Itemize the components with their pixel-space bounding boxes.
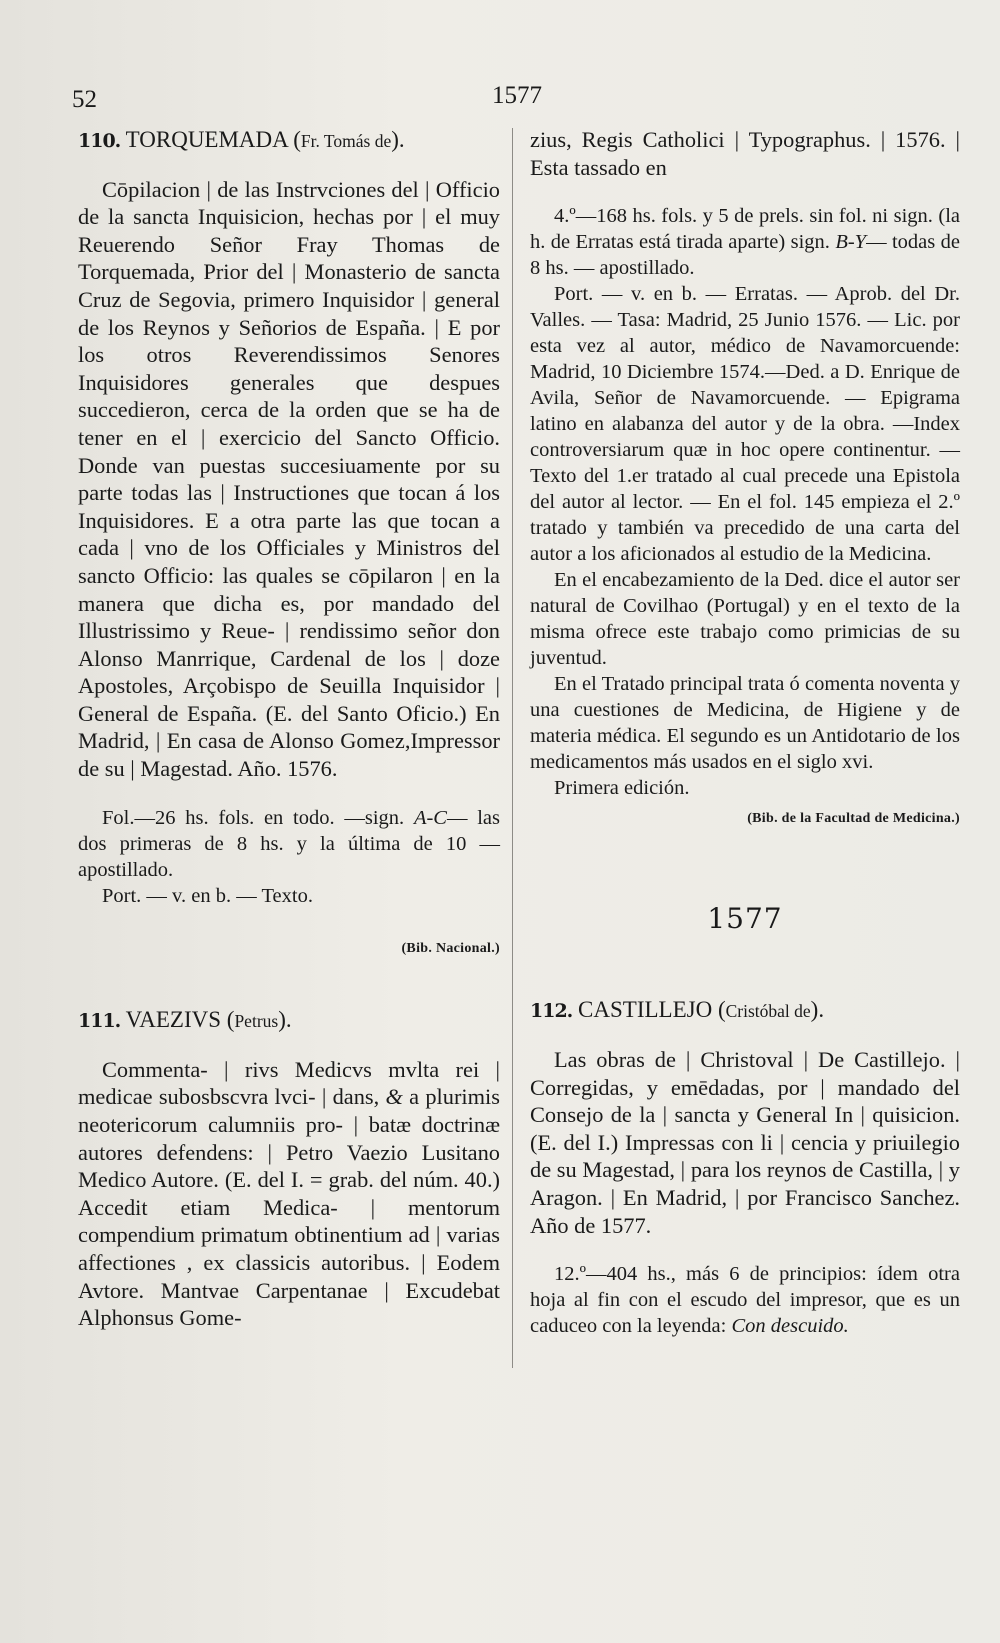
entry-111-title-continued: zius, Regis Catholici | Typographus. | 1576. | Esta tassado en (530, 127, 960, 180)
column-divider (512, 128, 513, 1368)
entry-112-heading (530, 996, 960, 1026)
signature-range: B-Y (835, 231, 867, 254)
page-number: 52 (72, 86, 97, 113)
author-title: Fr. Tomás de (300, 131, 392, 151)
title-text-end: a plurimis neotericorum calumniis pro- | batæ doctrinæ autores defendens: | Petro Vaezio Lusitano Medico Autore. (E. del I. = grab. del núm. 40.) Accedit etiam Medica- | mentorum compendium primatum obtinentium ad | varias affectiones , ex classicis autoribus. | Eodem Avtore. Mantvae Carpentanae | Excudebat Alphonsus Gome- (78, 1084, 500, 1331)
author-close: ). (278, 1007, 292, 1033)
author-given-name: Petrus (234, 1011, 279, 1032)
signature-range: A-C (413, 806, 447, 829)
entry-110-source: (Bib. Nacional.) (401, 940, 500, 956)
collation-text-end: — las dos primeras de 8 hs. y la última de 10 — apostillado. (78, 806, 500, 881)
running-head-year: 1577 (492, 82, 542, 109)
entry-111-note-edition: Primera edición. (554, 777, 690, 800)
ampersand: & (385, 1084, 403, 1110)
collation-text: Fol.—26 hs. fols. en todo. —sign. (102, 806, 414, 829)
entry-110-heading (78, 126, 500, 156)
collation-text: 12.º—404 hs., más 6 de principios: ídem otra hoja al fin con el escudo del impresor, que es un caduceo con la leyenda: (530, 1263, 960, 1338)
title-text: Commenta- | rivs Medicvs mvlta rei | medicae subosbscvra lvci- | dans, (78, 1056, 500, 1110)
entry-110-contents: Port. — v. en b. — Texto. (102, 884, 313, 907)
author-name: CASTILLEJO ( (578, 997, 726, 1023)
entry-111-heading (78, 1006, 500, 1036)
entry-111-note-content: En el Tratado principal trata ó comenta noventa y una cuestiones de Medicina, de Higiene y de materia médica. El segundo es un Antidotario de los medicamentos más usados en el siglo xvi. (530, 673, 960, 774)
author-close: ). (810, 997, 825, 1023)
entry-110-collation (78, 805, 500, 883)
right-column (530, 126, 960, 1339)
entry-111-description: Port. — v. en b. — Erratas. — Aprob. del Dr. Valles. — Tasa: Madrid, 25 Junio 1576. — Lic. por esta vez al autor, médico de Navamorcuende: Madrid, 10 Diciembre 1574.—Ded. a D. Enrique de Avila, Señor de Navamorcuende. — Epigrama latino en alabanza del autor y de la obra. —Index controversiarum quæ in hoc opere continentur. — Texto del 1.er tratado al cual precede una Epistola del autor al lector. — En el fol. 145 empieza el 2.º tratado y también va precedido de una carta del autor a los aficionados al estudio de la Medicina. (530, 283, 960, 566)
year-section-heading: 1577 (707, 901, 783, 935)
entry-111-note-dedication: En el encabezamiento de la Ded. dice el autor ser natural de Covilhao (Portugal) y en el texto de la misma ofrece este trabajo como primicias de su juventud. (530, 569, 960, 670)
author-given-name: Cristóbal de (725, 1001, 811, 1022)
entry-number: 112. (530, 1000, 573, 1023)
author-name: TORQUEMADA ( (125, 127, 301, 152)
entry-111-collation (530, 203, 960, 281)
left-column (78, 126, 500, 1332)
author-close: ). (391, 127, 405, 152)
entry-112-collation (530, 1261, 960, 1339)
collation-text-end: — todas de 8 hs. — apostillado. (530, 231, 960, 280)
entry-111-source: (Bib. de la Facultad de Medicina.) (747, 811, 960, 827)
collation-text: 4.º—168 hs. fols. y 5 de prels. sin fol. ni sign. (la h. de Erratas está tirada aparte) sign. (530, 205, 960, 254)
entry-111-title (78, 1056, 500, 1332)
entry-110-title: Cōpilacion | de las Instrvciones del | Officio de la sancta Inquisicion, hechas por | el muy Reuerendo Señor Fray Thomas de Torquemada, Prior del | Monasterio de sancta Cruz de Segovia, primero Inquisidor | general de los Reynos y Señorios de España. | E por los otros Reverendissimos Senores Inquisidores generales que despues succedieron, cerca de la orden que se ha de tener en el | exercicio del Sancto Officio. Donde van puestas succesiuamente por su parte todas las | Instructiones que tocan á los Inquisidores. E a otra parte las que tocan a cada | vno de los Officiales y Ministros del sancto Officio: las quales se cōpilaron | en la manera que dicha es, por mandado del Illustrissimo y Reue- | rendissimo señor don Alonso Manrrique, Cardenal de los | doze Apostoles, Arçobispo de Seuilla Inquisidor | General de España. (E. del Santo Oficio.) En Madrid, | En casa de Alonso Gomez,Impressor de su | Magestad. Año. 1576. (78, 176, 500, 782)
author-name: VAEZIVS ( (125, 1007, 235, 1033)
entry-112-title: Las obras de | Christoval | De Castillejo. | Corregidas, y emēdadas, por | mandado del Consejo de la | sancta y General In | quisicion. (E. del I.) Impressas con li | cencia y priuilegio de su Magestad, | para los reynos de Castilla, | y Aragon. | En Madrid, | por Francisco Sanchez. Año de 1577. (530, 1046, 960, 1238)
entry-number: 111. (78, 1010, 121, 1033)
printer-motto: Con descuido. (731, 1315, 849, 1338)
entry-number: 110. (78, 130, 121, 152)
